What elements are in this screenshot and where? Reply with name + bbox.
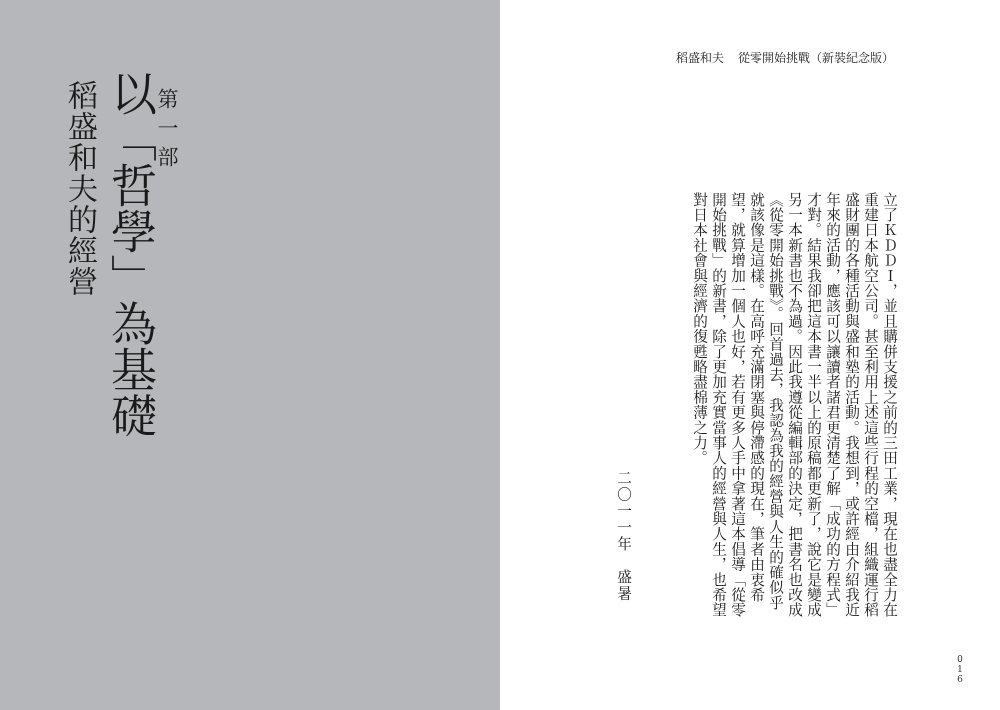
body-column: 開始挑戰」的新書，除了更加充實當事人的經營與人生，也希望 [710, 192, 727, 618]
running-head [662, 49, 894, 66]
signature-date: 二〇一一年 [615, 470, 632, 553]
running-head-author: 稻盛和夫 [675, 51, 724, 65]
body-column: 另一本新書也不為過。因此我遵從編輯部的決定，把書名也改成 [786, 192, 803, 618]
body-column: 年來的活動，應該可以讓讀者諸君更清楚了解「成功的方程式」 [824, 192, 841, 618]
part-label: 第一部 [155, 88, 179, 175]
body-text [635, 192, 899, 618]
body-column: 立了ＫＤＤＩ，並且購併支援之前的三田工業，現在也盡全力在 [881, 192, 898, 618]
body-column: 盛財團的各種活動與盛和塾的活動。我想到，或許經由介紹我近 [843, 192, 860, 618]
running-head-book-title: 從零開始挑戰（新裝紀念版） [737, 51, 894, 65]
body-column: 才對。結果我卻把這本書一半以上的原稿都更新了，說它是變成 [805, 192, 822, 618]
signature-name: 盛暑 [615, 569, 632, 603]
page-number: 016 [955, 655, 965, 685]
body-column: 望，就算增加一個人也好，若有更多人手中拿著這本倡導「從零 [729, 192, 746, 618]
body-column: 對日本社會與經濟的復甦略盡棉薄之力。 [691, 192, 708, 466]
body-column: 《從零開始挑戰》。回首過去，我認為我的經營與人生的確似乎 [767, 192, 784, 611]
signature [613, 470, 634, 602]
body-column: 就該像是這樣。在高呼充滿閉塞與停滯感的現在，筆者由衷希 [748, 192, 765, 603]
part-title: 以「哲學」為基礎 [104, 70, 158, 438]
body-column: 重建日本航空公司。甚至利用上述這些行程的空檔，組織運行稻 [862, 192, 879, 618]
part-subtitle: 稻盛和夫的經營 [62, 80, 97, 297]
